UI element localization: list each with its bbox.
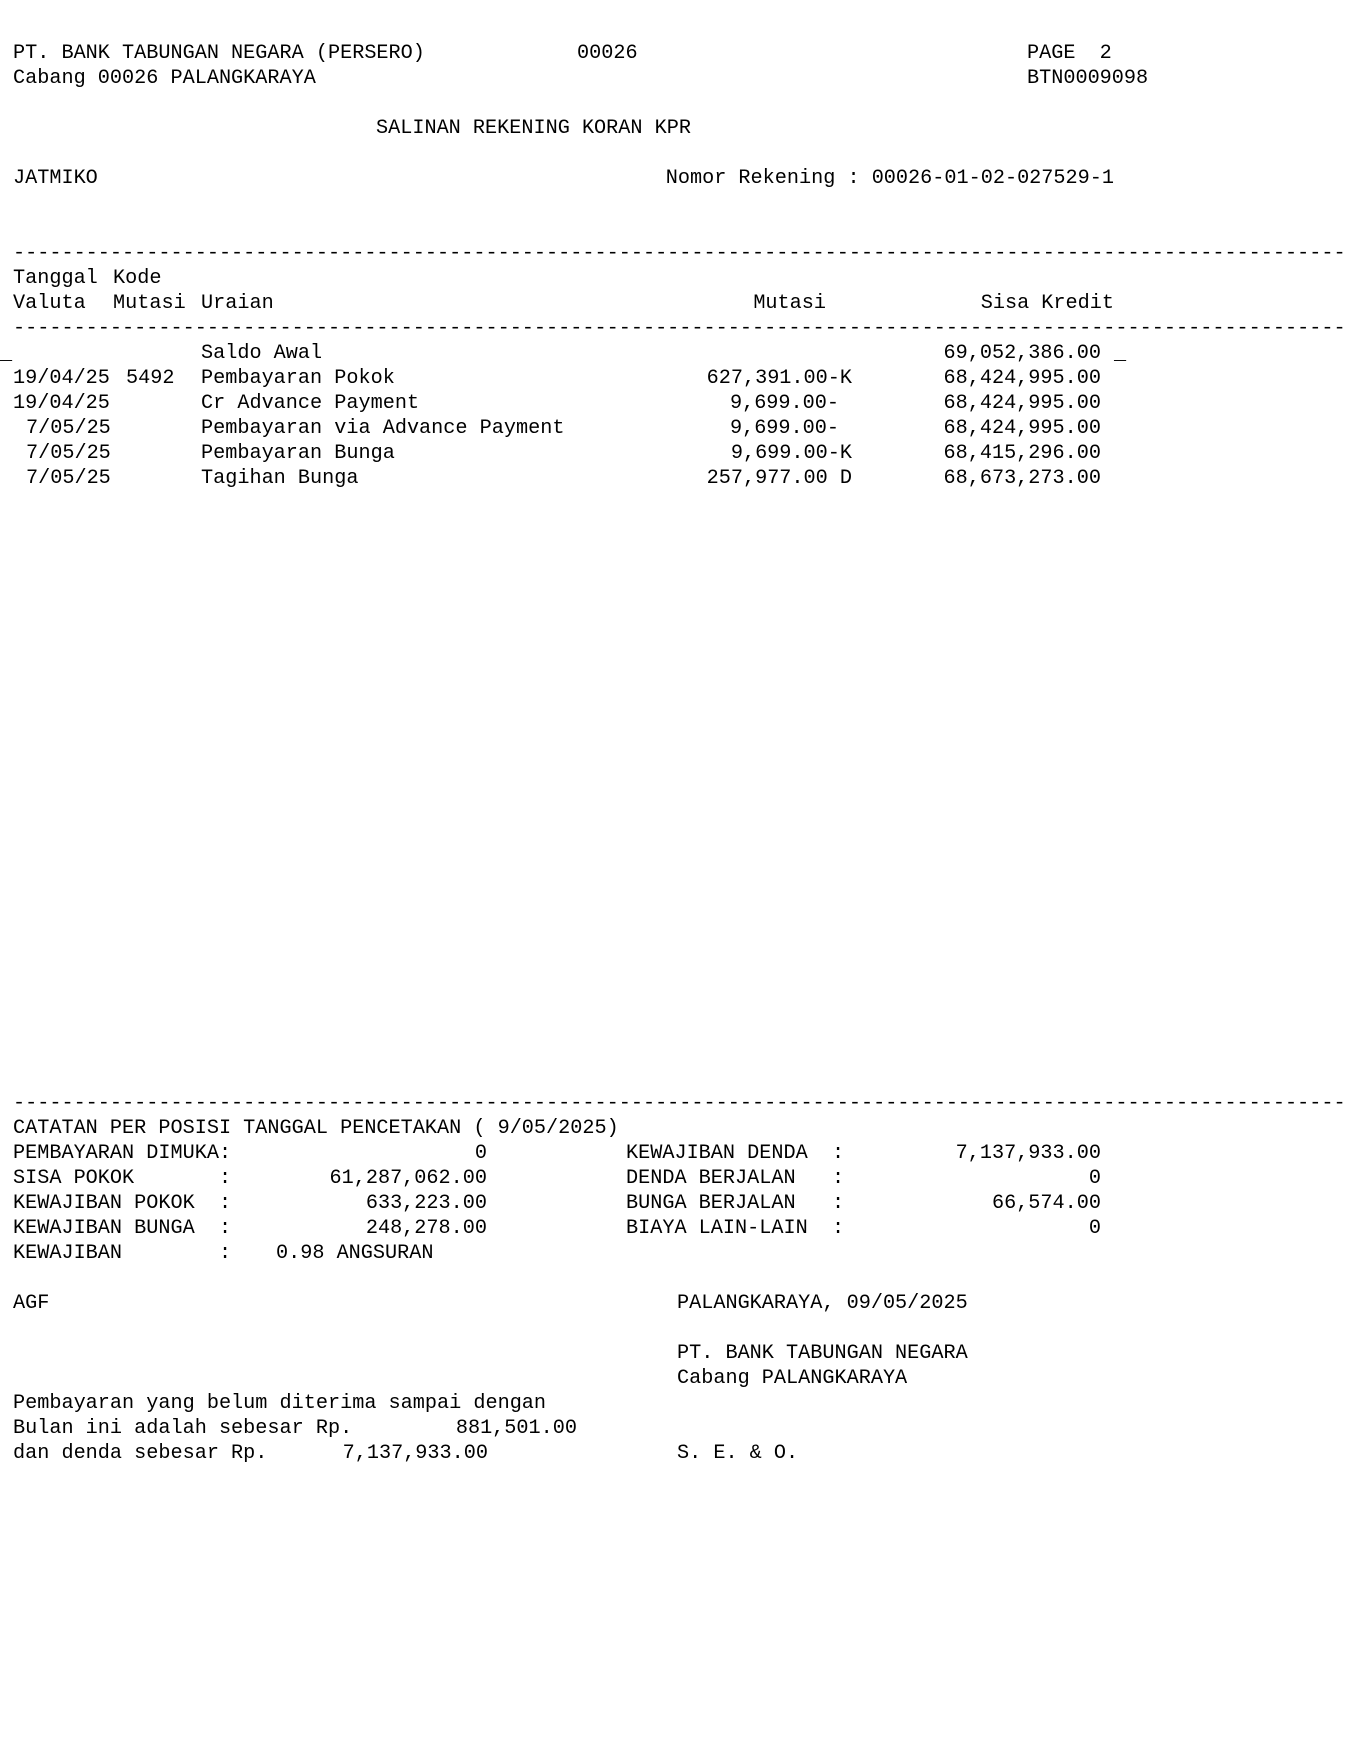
col-sisa-kredit: Sisa Kredit	[980, 292, 1114, 315]
note-value: 0	[1088, 1217, 1101, 1240]
col-mutasi-amount: Mutasi	[753, 292, 826, 315]
separator-top: --------------------------------------------------------------------------------------------------------------	[13, 242, 1346, 265]
col-valuta: Valuta	[13, 292, 86, 315]
document-code: BTN0009098	[1027, 67, 1149, 90]
col-tanggal: Tanggal	[13, 267, 98, 290]
note-label: KEWAJIBAN BUNGA :	[13, 1217, 232, 1240]
unpaid-line3-value: 7,137,933.00	[342, 1442, 488, 1465]
note-label: PEMBAYARAN DIMUKA:	[13, 1142, 232, 1165]
row-balance: 68,673,273.00	[943, 467, 1101, 490]
row-description: Cr Advance Payment	[201, 392, 420, 415]
unpaid-line2-value: 881,501.00	[455, 1417, 577, 1440]
unpaid-line1: Pembayaran yang belum diterima sampai dengan	[13, 1392, 547, 1415]
page-number: PAGE 2	[1027, 42, 1112, 65]
row-date: 19/04/25	[13, 367, 110, 390]
right-page-mark: _	[1114, 343, 1127, 366]
note-label: KEWAJIBAN DENDA :	[626, 1142, 845, 1165]
row-description: Pembayaran via Advance Payment	[201, 417, 565, 440]
row-date: 7/05/25	[26, 417, 111, 440]
note-value: 0	[474, 1142, 487, 1165]
unpaid-line3-label: dan denda sebesar Rp.	[13, 1442, 268, 1465]
note-value: 633,223.00	[365, 1192, 487, 1215]
officer-code: AGF	[13, 1292, 50, 1315]
row-balance: 68,424,995.00	[943, 417, 1101, 440]
row-balance: 68,424,995.00	[943, 392, 1101, 415]
row-description: Pembayaran Bunga	[201, 442, 395, 465]
note-label: KEWAJIBAN POKOK :	[13, 1192, 232, 1215]
row-description: Pembayaran Pokok	[201, 367, 395, 390]
errors-omissions-note: S. E. & O.	[677, 1442, 799, 1465]
row-amount: 257,977.00 D	[706, 467, 852, 490]
branch-code: 00026	[577, 42, 638, 65]
row-amount: 9,699.00-	[729, 392, 839, 415]
row-date: 19/04/25	[13, 392, 110, 415]
row-amount: 627,391.00-K	[706, 367, 852, 390]
document-title: SALINAN REKENING KORAN KPR	[376, 117, 691, 140]
note-value: 7,137,933.00	[955, 1142, 1101, 1165]
row-balance: 69,052,386.00	[943, 342, 1101, 365]
note-label: DENDA BERJALAN :	[626, 1167, 845, 1190]
note-label: BUNGA BERJALAN :	[626, 1192, 845, 1215]
account-holder: JATMIKO	[13, 167, 98, 190]
bank-signature-line2: Cabang PALANGKARAYA	[677, 1367, 908, 1390]
kewajiban-value: 0.98 ANGSURAN	[276, 1242, 434, 1265]
separator-header: --------------------------------------------------------------------------------------------------------------	[13, 317, 1346, 340]
account-number: Nomor Rekening : 00026-01-02-027529-1	[665, 167, 1114, 190]
note-value: 248,278.00	[365, 1217, 487, 1240]
note-value: 66,574.00	[991, 1192, 1101, 1215]
row-description: Tagihan Bunga	[201, 467, 359, 490]
unpaid-line2-label: Bulan ini adalah sebesar Rp.	[13, 1417, 353, 1440]
branch-line: Cabang 00026 PALANGKARAYA	[13, 67, 316, 90]
bank-signature-line1: PT. BANK TABUNGAN NEGARA	[677, 1342, 968, 1365]
note-value: 0	[1088, 1167, 1101, 1190]
row-balance: 68,424,995.00	[943, 367, 1101, 390]
separator-notes: --------------------------------------------------------------------------------------------------------------	[13, 1092, 1346, 1115]
notes-heading: CATATAN PER POSISI TANGGAL PENCETAKAN ( 9/05/2025)	[13, 1117, 619, 1140]
bank-name: PT. BANK TABUNGAN NEGARA (PERSERO)	[13, 42, 425, 65]
col-uraian: Uraian	[201, 292, 274, 315]
row-amount: 9,699.00-K	[730, 442, 852, 465]
row-date: 7/05/25	[26, 442, 111, 465]
row-code: 5492	[126, 367, 175, 390]
row-date: 7/05/25	[26, 467, 111, 490]
row-balance: 68,415,296.00	[943, 442, 1101, 465]
note-label: BIAYA LAIN-LAIN :	[626, 1217, 845, 1240]
note-value: 61,287,062.00	[329, 1167, 487, 1190]
col-mutasi-code: Mutasi	[113, 292, 186, 315]
kewajiban-label: KEWAJIBAN :	[13, 1242, 232, 1265]
row-description: Saldo Awal	[201, 342, 323, 365]
row-amount: 9,699.00-	[729, 417, 839, 440]
col-kode: Kode	[113, 267, 162, 290]
place-date: PALANGKARAYA, 09/05/2025	[677, 1292, 968, 1315]
note-label: SISA POKOK :	[13, 1167, 232, 1190]
left-page-mark: _	[0, 343, 13, 366]
